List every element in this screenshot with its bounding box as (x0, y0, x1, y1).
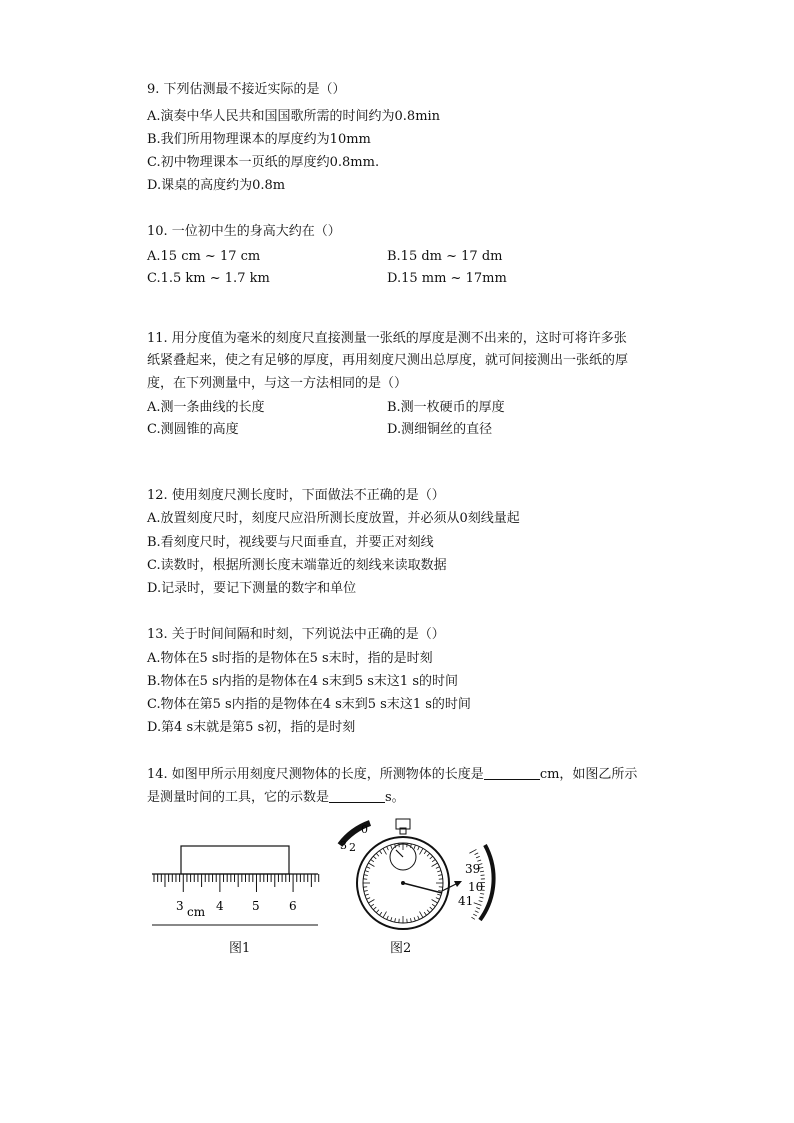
q10-option-d: D.15 mm ~ 17mm (387, 271, 507, 286)
ruler-label-3: 3 (176, 899, 184, 913)
q10-stem: 10. 一位初中生的身高大约在（） (147, 224, 341, 239)
q14-line2-text-a: 是测量时间的工具，它的示数是 (147, 790, 330, 805)
q12-option-a: A.放置刻度尺时，刻度尺应沿所测长度放置，并必须从0刻线量起 (147, 511, 520, 526)
q11-option-b: B.测一枚硬币的厚度 (387, 400, 505, 415)
q9-stem: 9. 下列估测最不接近实际的是（） (147, 82, 346, 97)
q9-option-c: C.初中物理课本一页纸的厚度约0.8mm. (147, 155, 380, 170)
enlarged-scale-tick (475, 911, 479, 913)
small-dial-label-3: 3 (340, 839, 347, 852)
q14-line1 (147, 766, 637, 784)
enlarged-scale-tick (480, 871, 484, 872)
q14-line1-text-a: 14. 如图甲所示用刻度尺测物体的长度，所测物体的长度是 (147, 767, 484, 782)
q11-stem-line1: 11. 用分度值为毫米的刻度尺直接测量一张纸的厚度是测不出来的，这时可将许多张 (147, 331, 627, 346)
q11-stem-line2: 纸紧叠起来，使之有足够的厚度，再用刻度尺测出总厚度，就可间接测出一张纸的厚 (147, 353, 629, 368)
figure2-caption: 图2 (390, 941, 412, 956)
ruler-unit: cm (187, 905, 206, 919)
q12-option-b: B.看刻度尺时，视线要与尺面垂直，并要正对刻线 (147, 535, 434, 550)
q10-option-b: B.15 dm ~ 17 dm (387, 249, 503, 264)
q11-option-d: D.测细铜丝的直径 (387, 422, 493, 437)
q10-option-c: C.1.5 km ~ 1.7 km (147, 271, 270, 286)
q14-line2 (147, 789, 405, 807)
q14-line1-text-b: cm，如图乙所示 (539, 767, 638, 782)
figure1-ruler (148, 838, 323, 933)
q14-line2-text-b: s。 (385, 790, 405, 805)
q9-option-a: A.演奏中华人民共和国国歌所需的时间约为0.8min (147, 109, 441, 124)
dial-label-10: 10 (468, 880, 484, 894)
q11-stem-line3: 度，在下列测量中，与这一方法相同的是（） (147, 376, 408, 391)
dial-label-41: 41 (458, 894, 474, 908)
enlarged-scale-tick (476, 907, 480, 908)
enlarged-scale-tick (479, 901, 483, 902)
enlarged-scale-tick (475, 853, 479, 855)
enlarged-scale-tick (473, 914, 477, 916)
small-dial-label-2: 2 (349, 841, 356, 854)
ruler-label-4: 4 (216, 899, 224, 913)
q9-option-b: B.我们所用物理课本的厚度约为10mm (147, 132, 371, 147)
q13-option-a: A.物体在5 s时指的是物体在5 s末时，指的是时刻 (147, 651, 433, 666)
q12-option-d: D.记录时，要记下测量的数字和单位 (147, 581, 357, 596)
q14-time-blank[interactable] (329, 790, 385, 803)
enlarged-scale-tick (469, 849, 476, 853)
figure2-stopwatch (330, 815, 510, 935)
figure1-caption: 图1 (229, 941, 251, 956)
q13-option-c: C.物体在第5 s内指的是物体在4 s末到5 s末这1 s的时间 (147, 697, 471, 712)
q10-option-a: A.15 cm ~ 17 cm (147, 249, 261, 264)
q13-stem: 13. 关于时间间隔和时刻，下列说法中正确的是（） (147, 627, 445, 642)
q13-option-d: D.第4 s末就是第5 s初，指的是时刻 (147, 720, 356, 735)
q14-length-blank[interactable] (484, 767, 540, 780)
q12-stem: 12. 使用刻度尺测长度时，下面做法不正确的是（） (147, 488, 445, 503)
q9-option-d: D.课桌的高度约为0.8m (147, 178, 286, 193)
enlarged-scale-tick (479, 897, 483, 898)
dial-label-39: 39 (465, 862, 481, 876)
enlarged-scale-tick (476, 856, 480, 858)
small-dial-label-0: 0 (361, 823, 368, 836)
ruler-label-6: 6 (289, 899, 297, 913)
measured-object (181, 846, 289, 874)
q13-option-b: B.物体在5 s内指的是物体在4 s末到5 s末这1 s的时间 (147, 674, 458, 689)
enlarged-scale-tick (474, 903, 482, 906)
enlarged-scale-tick (471, 917, 474, 919)
q11-option-a: A.测一条曲线的长度 (147, 400, 265, 415)
q12-option-c: C.读数时，根据所测长度末端靠近的刻线来读取数据 (147, 558, 447, 573)
q11-option-c: C.测圆锥的高度 (147, 422, 239, 437)
ruler-ticks (154, 874, 319, 892)
ruler-label-5: 5 (252, 899, 260, 913)
